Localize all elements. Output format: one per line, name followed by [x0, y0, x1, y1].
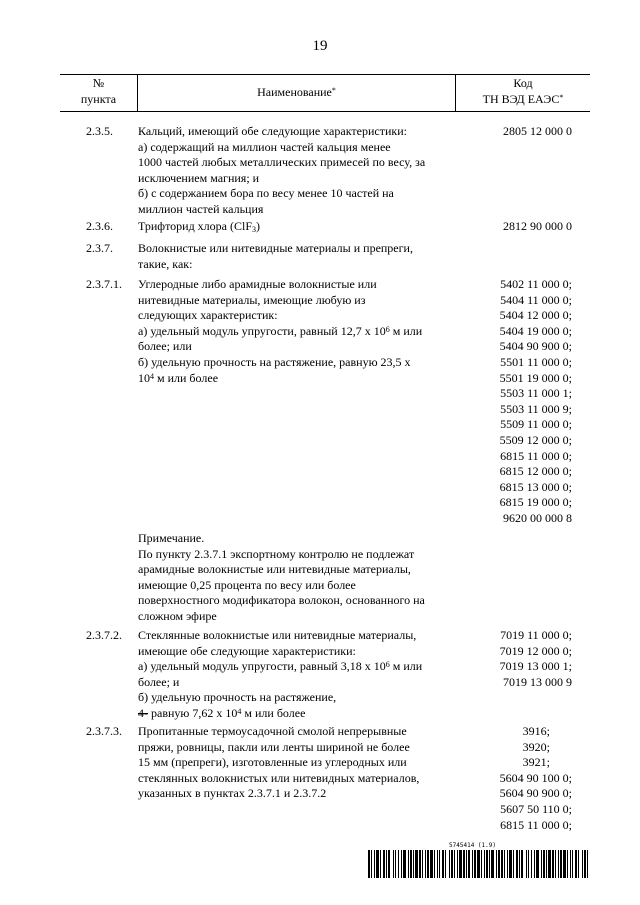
header-number-column [60, 76, 137, 107]
header-code-footnote-mark: * [559, 92, 564, 102]
row-name-line [138, 324, 462, 340]
note-title: Примечание. [138, 531, 205, 545]
row-code: 5604 90 900 0; [499, 786, 572, 801]
row-code: 7019 12 000 0; [499, 643, 572, 658]
document-barcode [368, 842, 590, 878]
row-code: 7019 11 000 0; [500, 628, 572, 642]
row-name-line [138, 706, 462, 722]
row-name [138, 219, 462, 235]
row-name-line: более; или [138, 339, 192, 354]
barcode-bar [588, 850, 590, 878]
row-code: 5503 11 000 9; [500, 401, 572, 416]
row-name-line: б) удельную прочность на растяжение, [138, 690, 337, 705]
note-line: По пункту 2.3.7.1 экспортному контролю не подлежат [138, 546, 415, 561]
note-line: сложном эфире [138, 608, 217, 623]
row-code: 5607 50 110 0; [500, 801, 572, 816]
row-name-text: м или более [154, 370, 219, 385]
header-name-label: Наименование [257, 85, 332, 99]
row-code-list [446, 628, 572, 690]
row-name-line: следующих характеристик: [138, 308, 278, 323]
row-name-line: имеющие обе следующие характеристики: [138, 643, 356, 658]
row-code: 5402 11 000 0; [500, 277, 572, 291]
row-code: 6815 13 000 0; [499, 479, 572, 494]
header-name-column [138, 85, 455, 101]
row-name-line: более; и [138, 674, 180, 689]
row-name-line [138, 659, 462, 675]
row-code: 5404 90 900 0; [499, 339, 572, 354]
row-number: 2.3.7.3. [86, 724, 122, 738]
row-code-list [446, 771, 572, 833]
row-name-line: исключением магния; и [138, 170, 260, 185]
row-code: 5509 12 000 0; [499, 432, 572, 447]
row-name-text: ) [256, 219, 261, 233]
header-name-footnote-mark: * [331, 86, 336, 95]
struck-text: 4- [138, 705, 148, 720]
note-block [138, 531, 462, 625]
row-number: 2.3.5. [86, 124, 113, 138]
row-name-superscript: 4 [150, 371, 154, 381]
row-number: 2.3.7.1. [86, 277, 122, 291]
row-name-text: 10 [138, 370, 150, 385]
row-code: 6815 11 000 0; [500, 448, 572, 463]
row-name-line: 1000 частей любых металлических примесей по весу, за [138, 155, 426, 170]
row-code: 3916; [522, 724, 550, 738]
row-name-line: Стеклянные волокнистые или нитевидные материалы, [138, 628, 417, 642]
row-name-text: а) удельный модуль упругости, равный 3,18 х 10 [138, 659, 386, 674]
row-name-line: б) с содержанием бора по весу менее 10 частей на [138, 186, 394, 201]
row-code: 5501 11 000 0; [500, 354, 572, 369]
header-top-rule [60, 74, 590, 75]
row-name-subscript: 3 [252, 225, 257, 234]
barcode-bars [368, 850, 590, 878]
row-name-superscript: 4 [237, 706, 242, 716]
row-name [138, 241, 462, 272]
page-number: 19 [312, 38, 328, 54]
header-code-column [456, 76, 590, 107]
row-code: 5501 19 000 0; [499, 370, 572, 385]
row-name-line: стеклянных волокнистых или нитевидных материалов, [138, 770, 420, 785]
row-name-line: Углеродные либо арамидные волокнистые или [138, 277, 377, 291]
row-code: 7019 13 000 1; [499, 659, 572, 674]
row-name-line: б) удельную прочность на растяжение, равную 23,5 х [138, 354, 411, 369]
row-name-text: Трифторид хлора (ClF [138, 219, 253, 233]
header-code-system: ТН ВЭД ЕАЭС [482, 91, 560, 106]
row-number: 2.3.7.2. [86, 628, 122, 642]
note-line: арамидные волокнистые или нитевидные материалы, [138, 562, 411, 577]
row-name [138, 724, 462, 802]
row-name-line: нитевидные материалы, имеющие любую из [138, 292, 366, 307]
row-name-text: а) удельный модуль упругости, равный 12,7 х 10 [138, 323, 386, 338]
row-name-line: указанных в пунктах 2.3.7.1 и 2.3.7.2 [138, 786, 327, 801]
row-code: 5604 90 100 0; [499, 770, 572, 785]
header-bottom-rule [60, 111, 590, 112]
header-number-label: пункта [80, 91, 117, 106]
note-line: поверхностного модификатора волокон, основанного на [138, 593, 425, 608]
row-code: 3920; [522, 739, 550, 754]
row-name-text: м или [389, 659, 423, 674]
row-name-superscript: 6 [385, 324, 390, 334]
row-name-line: Пропитанные термоусадочной смолой непрерывные [138, 724, 407, 738]
row-name-line: такие, как: [138, 256, 193, 271]
row-code: 3921; [522, 755, 550, 770]
row-name [138, 277, 462, 386]
row-code-list-short [460, 724, 550, 771]
row-code: 7019 13 000 9 [503, 674, 572, 689]
row-code: 5509 11 000 0; [500, 417, 572, 432]
row-name-superscript: 6 [385, 660, 390, 670]
row-code: 5503 11 000 1; [500, 386, 572, 401]
row-name [138, 628, 462, 722]
row-name-line: а) содержащий на миллион частей кальция менее [138, 139, 391, 154]
row-code: 5404 11 000 0; [500, 292, 572, 307]
row-name-text: м или более [241, 705, 306, 720]
row-code: 6815 19 000 0; [499, 495, 572, 510]
row-code: 6815 12 000 0; [499, 464, 572, 479]
row-number: 2.3.7. [86, 241, 113, 255]
row-name-line: Кальций, имеющий обе следующие характеристики: [138, 124, 407, 138]
row-name-line: пряжи, ровницы, пакли или ленты шириной не более [138, 739, 410, 754]
row-code: 2805 12 000 0 [503, 124, 572, 138]
row-name-line: миллион частей кальция [138, 201, 264, 216]
row-number: 2.3.6. [86, 219, 113, 233]
row-code: 9620 00 000 8 [503, 510, 572, 525]
header-number-symbol: № [92, 76, 105, 90]
barcode-label: 5745414 (1.9) [449, 842, 496, 849]
row-name-text: равную 7,62 х 10 [148, 705, 238, 720]
row-code: 5404 12 000 0; [499, 308, 572, 323]
note-line: имеющие 0,25 процента по весу или более [138, 577, 356, 592]
row-name-text: м или [389, 323, 423, 338]
row-name-line: 15 мм (препреги), изготовленные из углеродных или [138, 755, 407, 770]
row-name-line: Волокнистые или нитевидные материалы и препреги, [138, 241, 413, 255]
row-code-list [446, 277, 572, 527]
header-code-label: Код [513, 76, 533, 90]
row-code: 6815 11 000 0; [500, 817, 572, 832]
row-name [138, 124, 462, 218]
row-code: 5404 19 000 0; [499, 323, 572, 338]
row-name-line [138, 371, 462, 387]
row-code: 2812 90 000 0 [503, 219, 572, 233]
